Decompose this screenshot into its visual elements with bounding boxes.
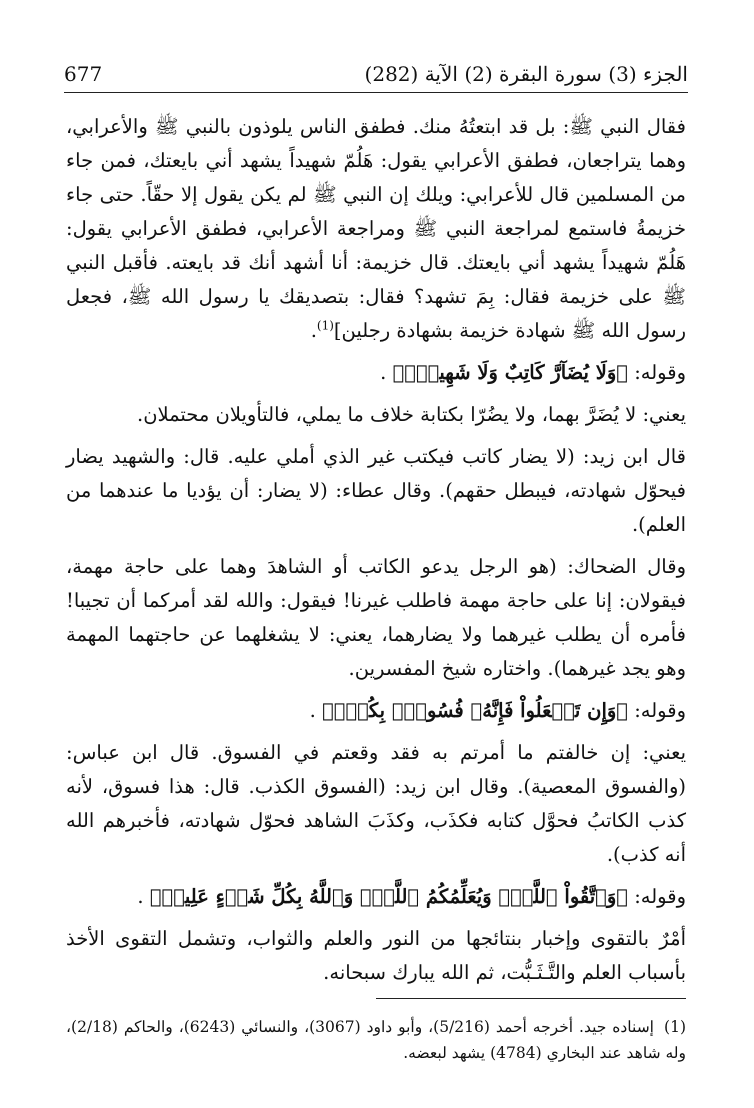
running-title: الجزء (3) سورة البقرة (2) الآية (282) — [364, 62, 688, 86]
page-header — [64, 58, 688, 93]
footnote-separator — [376, 998, 686, 999]
paragraph: يعني: لا يُضَرَّ بهما، ولا يضُرّا بكتابة خلاف ما يملي، فالتأويلان محتملان. — [137, 403, 686, 426]
quran-verse: ﴿وَلَا يُضَآرَّ كَاتِبٌ وَلَا شَهِيدٌۚ﴾ — [392, 361, 629, 384]
footnote-text: إسناده جيد. أخرجه أحمد (5/216)، وأبو داود (3067)، والنسائي (6243)، والحاكم (2/18)، وله شاهد عند البخاري (4784) يشهد لبعضه. — [66, 1018, 686, 1062]
footnote-marker: (1) — [316, 318, 334, 333]
page-number: 677 — [64, 62, 103, 86]
footnote-number: (1) — [664, 1018, 686, 1036]
paragraph: فقال النبي ﷺ: بل قد ابتعتُهُ منك. فطفق الناس يلوذون بالنبي ﷺ والأعرابي، وهما يتراجعان، فطفق الأعرابي يقول: هَلُمّ شهيداً يشهد أني بايعتك، فمن جاء من المسلمين قال للأعرابي: ويلك إن النبي ﷺ لم يكن يقول إلا حقّاً. حتى جاء خزيمةُ فاستمع لمراجعة النبي ﷺ ومراجعة الأعرابي، فطفق الأعرابي يقول: هَلُمّ شهيداً يشهد أني بايعتك. قال خزيمة: أنا أشهد أنك قد بايعته. فأقبل النبي ﷺ على خزيمة فقال: بِمَ تشهد؟ فقال: بتصديقك يا رسول الله ﷺ، فجعل رسول الله ﷺ شهادة خزيمة بشهادة رجلين]$^{(1)}$. — [66, 115, 686, 342]
paragraph: قال ابن زيد: (لا يضار كاتب فيكتب غير الذي أملي عليه. قال: والشهيد يضار فيحوّل شهادته، فيبطل حقهم). وقال عطاء: (لا يضار: أن يؤديا ما عندهما من العلم). — [66, 445, 686, 536]
paragraph: أمْرٌ بالتقوى وإخبار بنتائجها من النور والعلم والثواب، وتشمل التقوى الأخذ بأسباب العلم والتَّـثَـبُّت، ثم الله يبارك سبحانه. — [66, 927, 686, 984]
quran-verse: ﴿وَإِن تَفۡعَلُواْ فَإِنَّهُۥ فُسُوقُۢ بِكُمۡۗ﴾ — [322, 699, 629, 722]
verse-line: وقوله: ﴿وَٱتَّقُواْ ٱللَّهَۖ وَيُعَلِّمُكُمُ ٱللَّهُۗ وَٱللَّهُ بِكُلِّ شَيۡءٍ عَلِيمٞ﴾ . — [137, 885, 686, 908]
verse-line: وقوله: ﴿وَإِن تَفۡعَلُواْ فَإِنَّهُۥ فُسُوقُۢ بِكُمۡۗ﴾ . — [309, 699, 686, 722]
verse-line: وقوله: ﴿وَلَا يُضَآرَّ كَاتِبٌ وَلَا شَهِيدٌۚ﴾ . — [380, 361, 686, 384]
footnote — [66, 1014, 686, 1066]
paragraph: وقال الضحاك: (هو الرجل يدعو الكاتب أو الشاهدَ وهما على حاجة مهمة، فيقولان: إنا على حاجة مهمة فاطلب غيرنا! فيقول: والله لقد أمركما أن تجيبا! فأمره أن يطلب غيرهما ولا يضارهما، يعني: لا يشغلهما عن حاجتهما المهمة وهو يجد غيرهما). واختاره شيخ المفسرين. — [66, 555, 686, 680]
page-body — [66, 110, 686, 998]
quran-verse: ﴿وَٱتَّقُواْ ٱللَّهَۖ وَيُعَلِّمُكُمُ ٱللَّهُۗ وَٱللَّهُ بِكُلِّ شَيۡءٍ عَلِيمٞ﴾ — [149, 885, 629, 908]
paragraph: يعني: إن خالفتم ما أمرتم به فقد وقعتم في الفسوق. قال ابن عباس: (والفسوق المعصية). وقال ابن زيد: (الفسوق الكذب. قال: هذا فسوق، لأنه كذب الكاتبُ فحوَّل كتابه فكذَب، وكذَبَ الشاهد فحوّل شهادته، فأخبرهم الله أنه كذب). — [66, 741, 686, 866]
